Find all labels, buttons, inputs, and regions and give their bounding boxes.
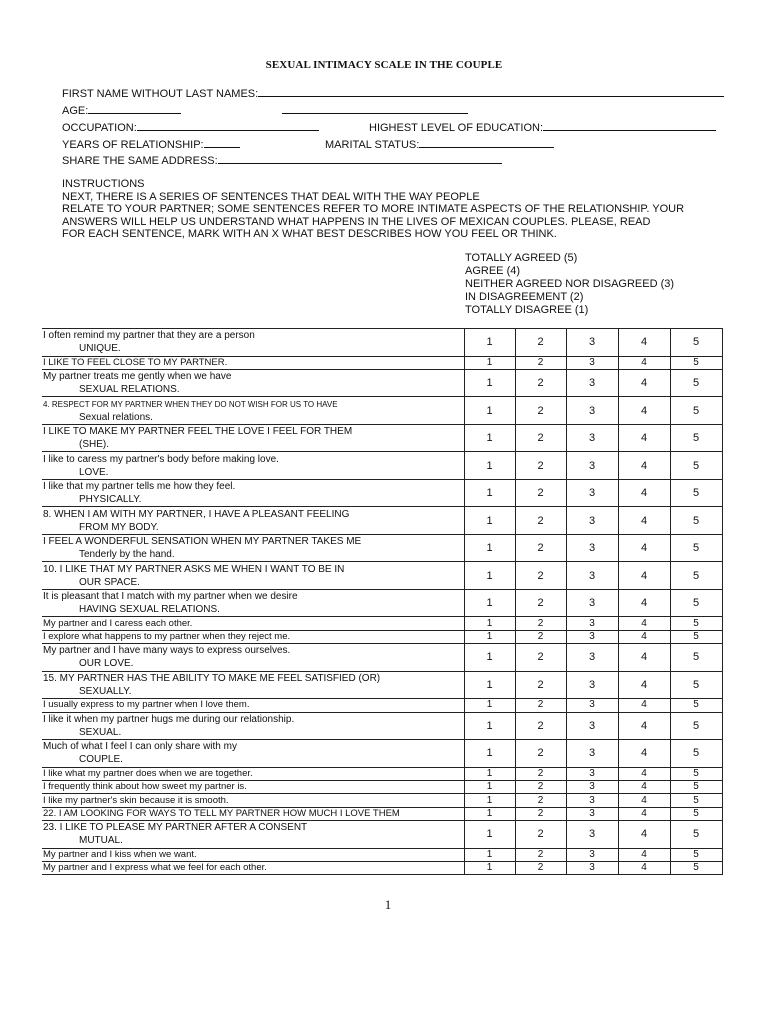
page-title: SEXUAL INTIMACY SCALE IN THE COUPLE	[265, 59, 503, 71]
rating-option-5[interactable]: 5	[670, 369, 722, 397]
item-text-line1: My partner and I kiss when we want.	[43, 848, 197, 860]
rating-option-4[interactable]: 4	[618, 617, 670, 630]
rating-option-4[interactable]: 4	[618, 562, 670, 590]
rating-option-2[interactable]: 2	[515, 740, 566, 768]
rating-option-1[interactable]: 1	[464, 671, 515, 699]
rating-option-2[interactable]: 2	[515, 630, 566, 643]
item-text-line1: I like that my partner tells me how they feel.	[43, 481, 236, 493]
item-statement	[42, 356, 464, 369]
rating-option-2[interactable]: 2	[515, 452, 566, 480]
item-text-line2: FROM MY BODY.	[79, 521, 159, 533]
rating-option-3[interactable]: 3	[566, 794, 618, 807]
rating-option-3[interactable]: 3	[566, 767, 618, 780]
rating-option-4[interactable]: 4	[618, 807, 670, 820]
rating-option-3[interactable]: 3	[566, 617, 618, 630]
item-statement	[42, 780, 464, 793]
rating-option-2[interactable]: 2	[515, 644, 566, 672]
item-text-line2: OUR LOVE.	[79, 658, 134, 670]
item-text-line1: My partner and I express what we feel for each other.	[43, 862, 267, 874]
age-extra-line[interactable]	[282, 112, 468, 114]
occupation-line[interactable]	[137, 120, 319, 131]
rating-option-4[interactable]: 4	[618, 767, 670, 780]
item-text-line1: 8. WHEN I AM WITH MY PARTNER, I HAVE A PLEASANT FEELING	[43, 508, 350, 520]
first-name-label: FIRST NAME WITHOUT LAST NAMES:	[62, 88, 259, 100]
item-text-line1: My partner and I have many ways to express ourselves.	[43, 645, 291, 657]
item-text-line1: My partner treats me gently when we have	[43, 371, 232, 383]
rating-option-5[interactable]: 5	[670, 356, 722, 369]
item-text-line1: 15. MY PARTNER HAS THE ABILITY TO MAKE ME FEEL SATISFIED (OR)	[43, 672, 381, 684]
rating-option-5[interactable]: 5	[670, 767, 722, 780]
table-row	[42, 821, 722, 849]
rating-option-1[interactable]: 1	[464, 507, 515, 535]
table-row	[42, 862, 722, 875]
table-row	[42, 356, 722, 369]
first-name-field[interactable]	[62, 86, 724, 101]
rating-option-2[interactable]: 2	[515, 780, 566, 793]
rating-option-3[interactable]: 3	[566, 630, 618, 643]
address-field[interactable]	[62, 153, 502, 168]
item-statement	[42, 807, 464, 820]
item-statement	[42, 794, 464, 807]
item-text-line1: I FEEL A WONDERFUL SENSATION WHEN MY PARTNER TAKES ME	[43, 536, 362, 548]
rating-option-5[interactable]: 5	[670, 671, 722, 699]
instructions-line: NEXT, THERE IS A SERIES OF SENTENCES THAT DEAL WITH THE WAY PEOPLE	[62, 190, 480, 203]
item-statement	[42, 479, 464, 507]
rating-option-2[interactable]: 2	[515, 356, 566, 369]
rating-option-1[interactable]: 1	[464, 452, 515, 480]
table-row	[42, 507, 722, 535]
page-number: 1	[384, 897, 392, 912]
instructions-heading: INSTRUCTIONS	[62, 178, 145, 190]
rating-option-2[interactable]: 2	[515, 671, 566, 699]
rating-option-4[interactable]: 4	[618, 589, 670, 617]
item-text-line1: I like what my partner does when we are together.	[43, 767, 253, 779]
instructions-line: FOR EACH SENTENCE, MARK WITH AN X WHAT BEST DESCRIBES HOW YOU FEEL OR THINK.	[62, 228, 557, 241]
table-row	[42, 740, 722, 768]
table-row	[42, 369, 722, 397]
rating-option-4[interactable]: 4	[618, 507, 670, 535]
item-text-line2: HAVING SEXUAL RELATIONS.	[79, 604, 220, 616]
table-row	[42, 589, 722, 617]
item-text-line1: 10. I LIKE THAT MY PARTNER ASKS ME WHEN I WANT TO BE IN	[43, 563, 345, 575]
rating-option-4[interactable]: 4	[618, 740, 670, 768]
rating-option-1[interactable]: 1	[464, 644, 515, 672]
item-statement	[42, 369, 464, 397]
rating-option-4[interactable]: 4	[618, 424, 670, 452]
rating-option-3[interactable]: 3	[566, 424, 618, 452]
rating-option-1[interactable]: 1	[464, 767, 515, 780]
item-text-line2: MUTUAL.	[79, 835, 123, 847]
address-label: SHARE THE SAME ADDRESS:	[62, 155, 218, 167]
rating-option-4[interactable]: 4	[618, 452, 670, 480]
scale-items-table	[42, 328, 723, 875]
rating-option-3[interactable]: 3	[566, 699, 618, 712]
years-label: YEARS OF RELATIONSHIP:	[62, 139, 204, 151]
table-row	[42, 562, 722, 590]
item-statement	[42, 712, 464, 740]
item-statement	[42, 534, 464, 562]
table-row	[42, 780, 722, 793]
item-text-line1: Much of what I feel I can only share with my	[43, 741, 237, 753]
item-text-line1: I LIKE TO MAKE MY PARTNER FEEL THE LOVE I FEEL FOR THEM	[43, 426, 353, 438]
rating-option-3[interactable]: 3	[566, 369, 618, 397]
item-text-line1: It is pleasant that I match with my partner when we desire	[43, 591, 298, 603]
rating-option-1[interactable]: 1	[464, 562, 515, 590]
item-text-line2: SEXUAL.	[79, 726, 122, 738]
table-row	[42, 397, 722, 425]
rating-option-5[interactable]: 5	[670, 644, 722, 672]
rating-option-2[interactable]: 2	[515, 589, 566, 617]
item-statement	[42, 671, 464, 699]
item-text-line2: PHYSICALLY.	[79, 494, 142, 506]
item-text-line2: SEXUAL RELATIONS.	[79, 384, 180, 396]
item-text-line1: I frequently think about how sweet my partner is.	[43, 781, 247, 793]
item-statement	[42, 397, 464, 425]
item-statement	[42, 767, 464, 780]
rating-option-4[interactable]: 4	[618, 780, 670, 793]
rating-option-1[interactable]: 1	[464, 630, 515, 643]
item-text-line2: COUPLE.	[79, 754, 123, 766]
rating-option-4[interactable]: 4	[618, 699, 670, 712]
rating-option-5[interactable]: 5	[670, 534, 722, 562]
rating-option-1[interactable]: 1	[464, 369, 515, 397]
rating-option-3[interactable]: 3	[566, 397, 618, 425]
rating-option-4[interactable]: 4	[618, 671, 670, 699]
item-text-line2: Sexual relations.	[79, 411, 153, 423]
rating-option-3[interactable]: 3	[566, 329, 618, 357]
rating-option-1[interactable]: 1	[464, 780, 515, 793]
rating-option-3[interactable]: 3	[566, 356, 618, 369]
rating-option-3[interactable]: 3	[566, 507, 618, 535]
instructions-line: ANSWERS WILL HELP US UNDERSTAND WHAT HAPPENS IN THE LIVES OF MEXICAN COUPLES. PLEASE, READ	[62, 215, 651, 228]
rating-option-3[interactable]: 3	[566, 644, 618, 672]
item-statement	[42, 329, 464, 357]
table-row	[42, 644, 722, 672]
table-row	[42, 671, 722, 699]
rating-option-5[interactable]: 5	[670, 397, 722, 425]
marital-label: MARITAL STATUS:	[325, 139, 420, 151]
rating-option-1[interactable]: 1	[464, 821, 515, 849]
table-row	[42, 712, 722, 740]
rating-option-2[interactable]: 2	[515, 712, 566, 740]
item-text-line1: 22. I AM LOOKING FOR WAYS TO TELL MY PARTNER HOW MUCH I LOVE THEM	[43, 807, 400, 819]
table-row	[42, 699, 722, 712]
item-text-line1: I like my partner's skin because it is smooth.	[43, 794, 229, 806]
item-text-line1: My partner and I caress each other.	[43, 617, 193, 629]
age-field[interactable]	[62, 103, 181, 118]
rating-option-2[interactable]: 2	[515, 507, 566, 535]
scale-legend-item: IN DISAGREEMENT (2)	[465, 291, 584, 303]
marital-line[interactable]	[419, 137, 554, 148]
item-text-line1: I explore what happens to my partner when they reject me.	[43, 630, 291, 642]
table-row	[42, 630, 722, 643]
rating-option-3[interactable]: 3	[566, 807, 618, 820]
table-row	[42, 848, 722, 861]
rating-option-1[interactable]: 1	[464, 794, 515, 807]
item-text-line2: OUR SPACE.	[79, 576, 140, 588]
item-text-line2: LOVE.	[79, 466, 109, 478]
rating-option-5[interactable]: 5	[670, 562, 722, 590]
item-text-line1: I usually express to my partner when I love them.	[43, 699, 250, 711]
rating-option-2[interactable]: 2	[515, 862, 566, 875]
education-label: HIGHEST LEVEL OF EDUCATION:	[369, 122, 543, 134]
rating-option-1[interactable]: 1	[464, 712, 515, 740]
rating-option-2[interactable]: 2	[515, 534, 566, 562]
age-line[interactable]	[88, 103, 181, 114]
table-row	[42, 534, 722, 562]
item-text-line1: I LIKE TO FEEL CLOSE TO MY PARTNER.	[43, 356, 228, 368]
table-row	[42, 617, 722, 630]
rating-option-5[interactable]: 5	[670, 712, 722, 740]
rating-option-3[interactable]: 3	[566, 821, 618, 849]
rating-option-2[interactable]: 2	[515, 848, 566, 861]
item-statement	[42, 630, 464, 643]
rating-option-5[interactable]: 5	[670, 862, 722, 875]
table-row	[42, 794, 722, 807]
rating-option-5[interactable]: 5	[670, 630, 722, 643]
rating-option-3[interactable]: 3	[566, 479, 618, 507]
item-statement	[42, 848, 464, 861]
rating-option-5[interactable]: 5	[670, 807, 722, 820]
rating-option-2[interactable]: 2	[515, 479, 566, 507]
rating-option-3[interactable]: 3	[566, 740, 618, 768]
education-line[interactable]	[543, 120, 716, 131]
rating-option-1[interactable]: 1	[464, 848, 515, 861]
rating-option-4[interactable]: 4	[618, 794, 670, 807]
rating-option-4[interactable]: 4	[618, 356, 670, 369]
table-row	[42, 807, 722, 820]
item-statement	[42, 562, 464, 590]
rating-option-1[interactable]: 1	[464, 424, 515, 452]
rating-option-4[interactable]: 4	[618, 848, 670, 861]
rating-option-5[interactable]: 5	[670, 699, 722, 712]
table-row	[42, 424, 722, 452]
rating-option-1[interactable]: 1	[464, 356, 515, 369]
rating-option-2[interactable]: 2	[515, 767, 566, 780]
rating-option-2[interactable]: 2	[515, 821, 566, 849]
rating-option-3[interactable]: 3	[566, 534, 618, 562]
rating-option-3[interactable]: 3	[566, 712, 618, 740]
marital-field[interactable]	[325, 137, 554, 152]
rating-option-1[interactable]: 1	[464, 479, 515, 507]
instructions	[62, 178, 702, 241]
rating-option-5[interactable]: 5	[670, 617, 722, 630]
rating-option-5[interactable]: 5	[670, 507, 722, 535]
item-statement	[42, 424, 464, 452]
scale-legend-item: TOTALLY AGREED (5)	[465, 252, 578, 264]
rating-option-5[interactable]: 5	[670, 848, 722, 861]
table-row	[42, 452, 722, 480]
item-statement	[42, 452, 464, 480]
years-field[interactable]	[62, 137, 240, 152]
years-line[interactable]	[204, 137, 240, 148]
rating-option-5[interactable]: 5	[670, 794, 722, 807]
item-statement	[42, 862, 464, 875]
item-text-line1: I like to caress my partner's body before making love.	[43, 453, 279, 465]
rating-option-4[interactable]: 4	[618, 479, 670, 507]
rating-option-1[interactable]: 1	[464, 329, 515, 357]
item-text-line1: I like it when my partner hugs me during our relationship.	[43, 713, 295, 725]
rating-option-4[interactable]: 4	[618, 534, 670, 562]
rating-option-1[interactable]: 1	[464, 807, 515, 820]
rating-option-1[interactable]: 1	[464, 397, 515, 425]
rating-option-4[interactable]: 4	[618, 821, 670, 849]
rating-option-4[interactable]: 4	[618, 369, 670, 397]
item-statement	[42, 699, 464, 712]
rating-option-4[interactable]: 4	[618, 712, 670, 740]
rating-option-3[interactable]: 3	[566, 671, 618, 699]
item-text-line1: 23. I LIKE TO PLEASE MY PARTNER AFTER A CONSENT	[43, 822, 308, 834]
item-statement	[42, 740, 464, 768]
rating-option-5[interactable]: 5	[670, 479, 722, 507]
rating-option-2[interactable]: 2	[515, 424, 566, 452]
address-line[interactable]	[218, 153, 502, 164]
item-statement	[42, 617, 464, 630]
instructions-line: RELATE TO YOUR PARTNER; SOME SENTENCES REFER TO MORE INTIMATE ASPECTS OF THE RELATIONSHIP. YOUR	[62, 203, 685, 216]
item-statement	[42, 821, 464, 849]
item-text-line2: SEXUALLY.	[79, 685, 132, 697]
rating-option-1[interactable]: 1	[464, 699, 515, 712]
rating-option-4[interactable]: 4	[618, 644, 670, 672]
item-statement	[42, 589, 464, 617]
rating-option-2[interactable]: 2	[515, 562, 566, 590]
rating-option-5[interactable]: 5	[670, 780, 722, 793]
rating-option-4[interactable]: 4	[618, 862, 670, 875]
rating-option-5[interactable]: 5	[670, 589, 722, 617]
rating-option-2[interactable]: 2	[515, 807, 566, 820]
rating-option-3[interactable]: 3	[566, 780, 618, 793]
occupation-label: OCCUPATION:	[62, 122, 137, 134]
rating-option-5[interactable]: 5	[670, 424, 722, 452]
item-text-line1: 4. RESPECT FOR MY PARTNER WHEN THEY DO NOT WISH FOR US TO HAVE	[43, 399, 338, 409]
scale-legend-item: AGREE (4)	[465, 265, 521, 277]
rating-option-4[interactable]: 4	[618, 630, 670, 643]
rating-option-2[interactable]: 2	[515, 617, 566, 630]
item-text-line2: Tenderly by the hand.	[79, 549, 175, 561]
item-text-line2: UNIQUE.	[79, 343, 121, 355]
rating-option-5[interactable]: 5	[670, 740, 722, 768]
rating-option-3[interactable]: 3	[566, 562, 618, 590]
table-row	[42, 329, 722, 357]
scale-legend-item: NEITHER AGREED NOR DISAGREED (3)	[465, 278, 675, 290]
item-statement	[42, 507, 464, 535]
table-row	[42, 479, 722, 507]
rating-option-2[interactable]: 2	[515, 369, 566, 397]
rating-option-2[interactable]: 2	[515, 794, 566, 807]
rating-option-1[interactable]: 1	[464, 534, 515, 562]
scale-legend-item: TOTALLY DISAGREE (1)	[465, 304, 589, 316]
item-statement	[42, 644, 464, 672]
rating-option-2[interactable]: 2	[515, 397, 566, 425]
rating-option-2[interactable]: 2	[515, 329, 566, 357]
first-name-line[interactable]	[258, 86, 724, 97]
rating-option-3[interactable]: 3	[566, 848, 618, 861]
rating-option-2[interactable]: 2	[515, 699, 566, 712]
rating-option-5[interactable]: 5	[670, 821, 722, 849]
education-field[interactable]	[369, 120, 716, 135]
rating-option-3[interactable]: 3	[566, 589, 618, 617]
rating-option-1[interactable]: 1	[464, 617, 515, 630]
occupation-field[interactable]	[62, 120, 319, 135]
rating-option-1[interactable]: 1	[464, 589, 515, 617]
rating-option-4[interactable]: 4	[618, 329, 670, 357]
rating-option-3[interactable]: 3	[566, 862, 618, 875]
table-row	[42, 767, 722, 780]
age-label: AGE:	[62, 105, 89, 117]
rating-option-1[interactable]: 1	[464, 740, 515, 768]
rating-option-4[interactable]: 4	[618, 397, 670, 425]
rating-option-5[interactable]: 5	[670, 452, 722, 480]
scale-legend	[465, 252, 674, 317]
rating-option-3[interactable]: 3	[566, 452, 618, 480]
rating-option-1[interactable]: 1	[464, 862, 515, 875]
item-text-line2: (SHE).	[79, 439, 109, 451]
item-text-line1: I often remind my partner that they are a person	[43, 330, 255, 342]
rating-option-5[interactable]: 5	[670, 329, 722, 357]
